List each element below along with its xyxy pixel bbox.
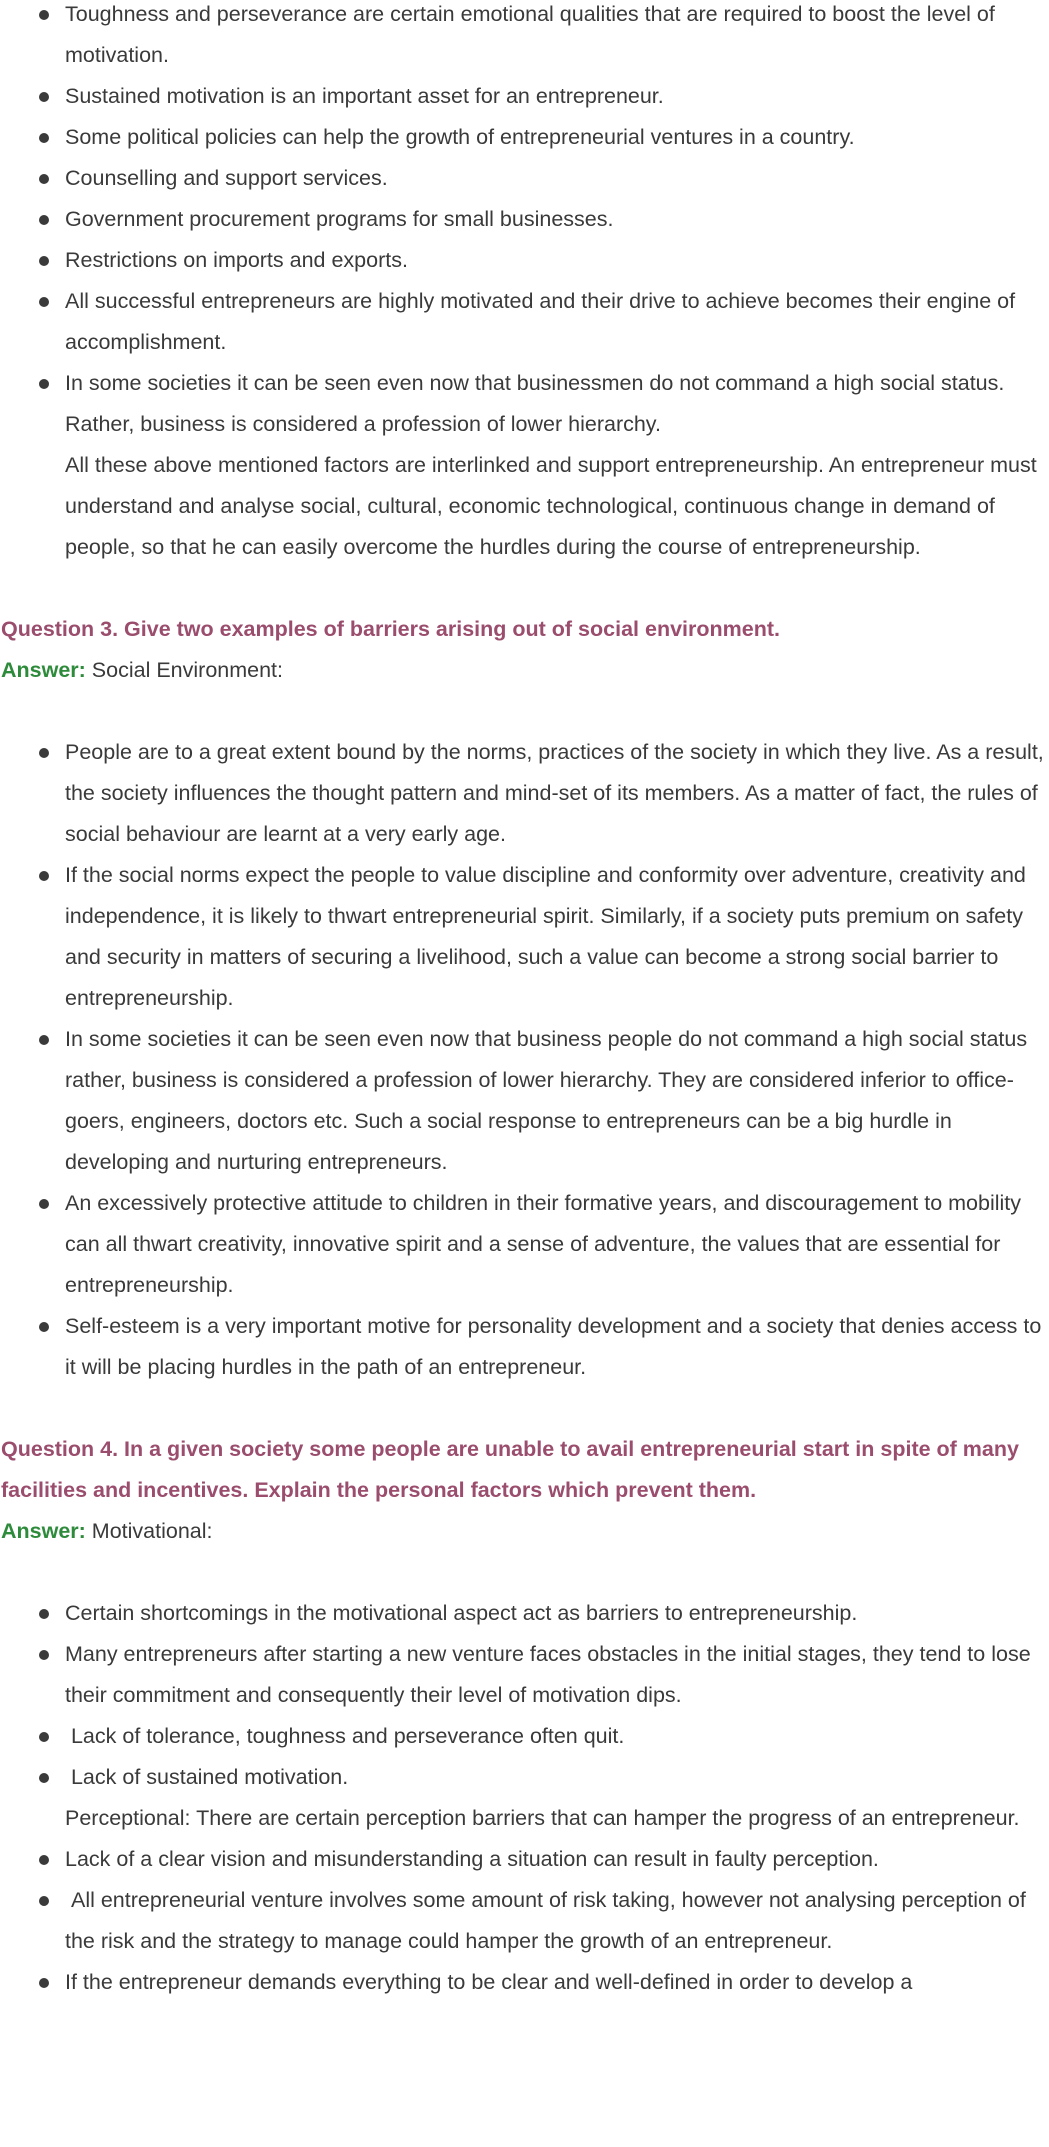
continuation-paragraph: Perceptional: There are certain perception barriers that can hamper the progress of an entrepreneur.: [65, 1806, 1020, 1830]
list-item: [1, 1019, 1045, 1183]
list-item: [1, 1757, 1045, 1839]
bullet-icon: [39, 133, 49, 143]
list-item: [1, 1183, 1045, 1306]
list-item: [1, 855, 1045, 1019]
list-item-text: Lack of sustained motivation.: [65, 1765, 349, 1789]
list-item: [1, 1306, 1045, 1388]
social-barriers-list: [1, 732, 1045, 1388]
answer-label: Answer:: [1, 1519, 86, 1543]
list-item: [1, 0, 1045, 76]
list-item-text: Some political policies can help the growth of entrepreneurial ventures in a country.: [65, 125, 855, 149]
bullet-icon: [39, 1650, 49, 1660]
bullet-icon: [39, 1773, 49, 1783]
list-item: [1, 1716, 1045, 1757]
bullet-icon: [39, 215, 49, 225]
list-item-text: An excessively protective attitude to children in their formative years, and discouragement to mobility can all thwart creativity, innovative spirit and a sense of adventure, the values that are essential for entrepreneurship.: [65, 1191, 1022, 1297]
list-item-text: Lack of tolerance, toughness and perseverance often quit.: [65, 1724, 625, 1748]
bullet-icon: [39, 1035, 49, 1045]
list-item: [1, 158, 1045, 199]
bullet-icon: [39, 1609, 49, 1619]
bullet-icon: [39, 1855, 49, 1865]
answer-label: Answer:: [1, 658, 86, 682]
bullet-icon: [39, 174, 49, 184]
answer-intro: Social Environment:: [85, 658, 284, 682]
list-item: [1, 199, 1045, 240]
bullet-icon: [39, 871, 49, 881]
question-4-answer: [1, 1511, 1045, 1552]
list-item: [1, 363, 1045, 568]
list-item: [1, 1839, 1045, 1880]
list-item-text: Restrictions on imports and exports.: [65, 248, 408, 272]
bullet-icon: [39, 1732, 49, 1742]
answer-intro: Motivational:: [85, 1519, 213, 1543]
bullet-icon: [39, 379, 49, 389]
question-3-heading: Question 3. Give two examples of barriers arising out of social environment.: [1, 617, 780, 641]
question-4-heading: Question 4. In a given society some people are unable to avail entrepreneurial start in spite of many facilities and incentives. Explain the personal factors which prevent them.: [1, 1437, 1019, 1502]
bullet-icon: [39, 748, 49, 758]
list-item: [1, 240, 1045, 281]
list-item-text: If the social norms expect the people to value discipline and conformity over adventure, creativity and independence, it is likely to thwart entrepreneurial spirit. Similarly, if a society puts premium on safety and security in matters of securing a livelihood, such a value can become a strong social barrier to entrepreneurship.: [65, 863, 1026, 1010]
list-item-text: Certain shortcomings in the motivational aspect act as barriers to entrepreneurship.: [65, 1601, 858, 1625]
list-item: [1, 117, 1045, 158]
bullet-icon: [39, 1322, 49, 1332]
list-item: [1, 1962, 1045, 2003]
list-item-text: All entrepreneurial venture involves some amount of risk taking, however not analysing perception of the risk and the strategy to manage could hamper the growth of an entrepreneur.: [65, 1888, 1026, 1953]
list-item-text: Self-esteem is a very important motive for personality development and a society that denies access to it will be placing hurdles in the path of an entrepreneur.: [65, 1314, 1042, 1379]
bullet-icon: [39, 1978, 49, 1988]
list-item-text: All successful entrepreneurs are highly motivated and their drive to achieve becomes their engine of accomplishment.: [65, 289, 1016, 354]
bullet-icon: [39, 92, 49, 102]
list-item-text: In some societies it can be seen even now that business people do not command a high social status rather, business is considered a profession of lower hierarchy. They are considered inferior to office-goers, engineers, doctors etc. Such a social response to entrepreneurs can be a big hurdle in developing and nurturing entrepreneurs.: [65, 1027, 1028, 1174]
list-item: [1, 281, 1045, 363]
list-item-text: Toughness and perseverance are certain emotional qualities that are required to boost the level of motivation.: [65, 2, 995, 67]
continuation-paragraph: All these above mentioned factors are interlinked and support entrepreneurship. An entrepreneur must understand and analyse social, cultural, economic technological, continuous change in demand of people, so that he can easily overcome the hurdles during the course of entrepreneurship.: [65, 453, 1037, 559]
bullet-icon: [39, 10, 49, 20]
list-item-text: If the entrepreneur demands everything to be clear and well-defined in order to develop a: [65, 1970, 913, 1994]
list-item: [1, 1634, 1045, 1716]
list-item: [1, 1593, 1045, 1634]
list-item-text: Lack of a clear vision and misunderstanding a situation can result in faulty perception.: [65, 1847, 879, 1871]
list-item-text: Many entrepreneurs after starting a new venture faces obstacles in the initial stages, they tend to lose their commitment and consequently their level of motivation dips.: [65, 1642, 1031, 1707]
personal-factors-list: [1, 1593, 1045, 2003]
list-item-text: People are to a great extent bound by the norms, practices of the society in which they live. As a result, the society influences the thought pattern and mind-set of its members. As a matter of fact, the rules of social behaviour are learnt at a very early age.: [65, 740, 1044, 846]
list-item-text: Sustained motivation is an important asset for an entrepreneur.: [65, 84, 664, 108]
question-3-answer: [1, 650, 1045, 691]
bullet-icon: [39, 1896, 49, 1906]
list-item: [1, 76, 1045, 117]
factors-list: [1, 0, 1045, 568]
list-item: [1, 732, 1045, 855]
bullet-icon: [39, 297, 49, 307]
list-item-text: Government procurement programs for small businesses.: [65, 207, 614, 231]
list-item-text: Counselling and support services.: [65, 166, 388, 190]
bullet-icon: [39, 1199, 49, 1209]
list-item: [1, 1880, 1045, 1962]
list-item-text: In some societies it can be seen even now that businessmen do not command a high social status. Rather, business is considered a profession of lower hierarchy.: [65, 371, 1005, 436]
bullet-icon: [39, 256, 49, 266]
